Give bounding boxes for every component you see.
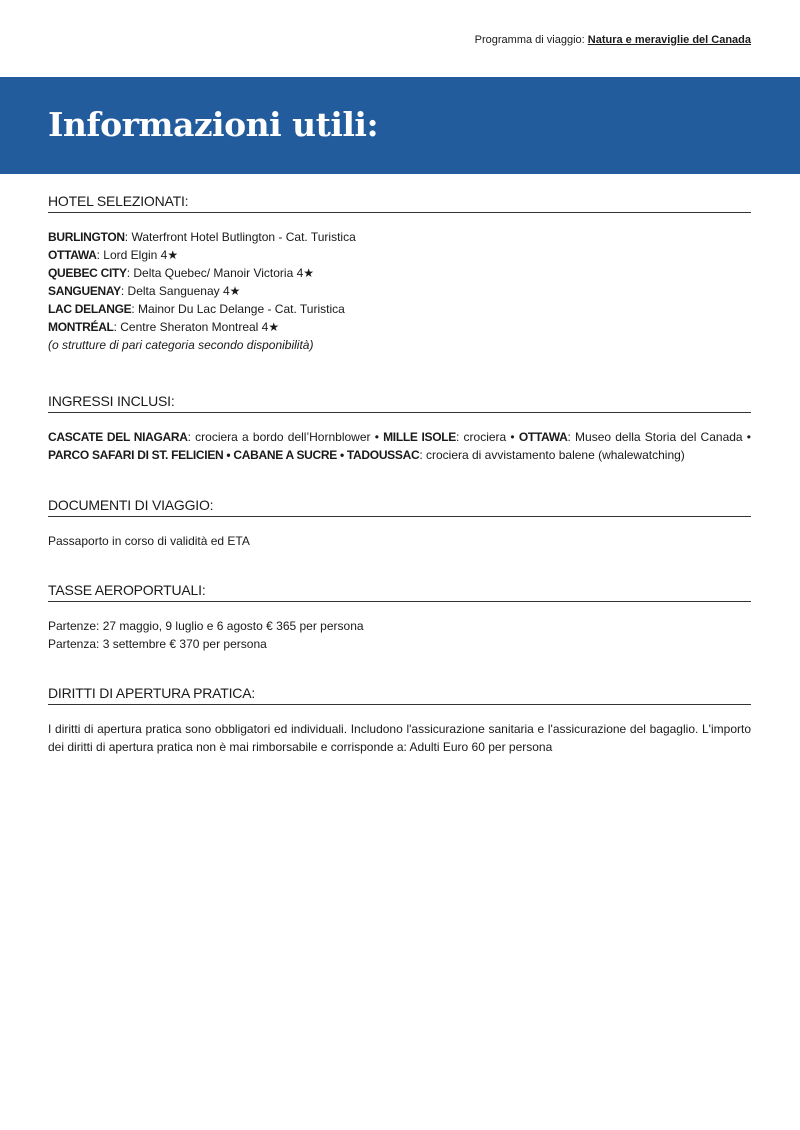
- documenti-text: Passaporto in corso di validità ed ETA: [48, 534, 250, 548]
- section-hotels: [48, 193, 751, 354]
- hotel-item: OTTAWA: Lord Elgin 4★: [48, 248, 179, 262]
- hotel-item: MONTRÉAL: Centre Sheraton Montreal 4★: [48, 320, 280, 334]
- tassa-line: Partenze: 27 maggio, 9 luglio e 6 agosto € 365 per persona: [48, 619, 364, 633]
- section-title: DIRITTI DI APERTURA PRATICA:: [48, 685, 751, 705]
- diritti-text: I diritti di apertura pratica sono obbligatori ed individuali. Includono l'assicurazione sanitaria e l'assicurazione del bagaglio. L'importo dei diritti di apertura pratica non è mai rimborsabile e corrisponde a: Adulti Euro 60 per persona: [48, 722, 751, 754]
- hotel-item: SANGUENAY: Delta Sanguenay 4★: [48, 284, 241, 298]
- section-ingressi: [48, 393, 751, 464]
- title-banner: [0, 77, 800, 174]
- ingressi-text: CASCATE DEL NIAGARA: crociera a bordo dell’Hornblower • MILLE ISOLE: crociera • OTTAWA: Museo della Storia del Canada • PARCO SAFARI DI ST. FELICIEN • CABANE A SUCRE • TADOUSSAC: crociera di avvistamento balene (whalewatching): [48, 430, 751, 462]
- main-content: [48, 193, 751, 786]
- hotel-item: LAC DELANGE: Mainor Du Lac Delange - Cat. Turistica: [48, 302, 345, 316]
- tassa-line: Partenza: 3 settembre € 370 per persona: [48, 637, 267, 651]
- section-documenti: [48, 497, 751, 550]
- hotel-note: (o strutture di pari categoria secondo disponibilità): [48, 338, 314, 352]
- section-title: INGRESSI INCLUSI:: [48, 393, 751, 413]
- page-title: Informazioni utili:: [48, 105, 379, 144]
- section-title: DOCUMENTI DI VIAGGIO:: [48, 497, 751, 517]
- trip-name-link[interactable]: Natura e meraviglie del Canada: [587, 34, 751, 46]
- trip-header: [475, 34, 751, 46]
- section-diritti: [48, 685, 751, 756]
- section-tasse: [48, 582, 751, 653]
- section-title: TASSE AEROPORTUALI:: [48, 582, 751, 602]
- hotel-item: BURLINGTON: Waterfront Hotel Butlington - Cat. Turistica: [48, 230, 356, 244]
- trip-header-prefix: Programma di viaggio:: [474, 34, 588, 46]
- hotel-item: QUEBEC CITY: Delta Quebec/ Manoir Victoria 4★: [48, 266, 315, 280]
- section-title: HOTEL SELEZIONATI:: [48, 193, 751, 213]
- tasse-list: [48, 617, 751, 653]
- hotel-list: [48, 228, 751, 354]
